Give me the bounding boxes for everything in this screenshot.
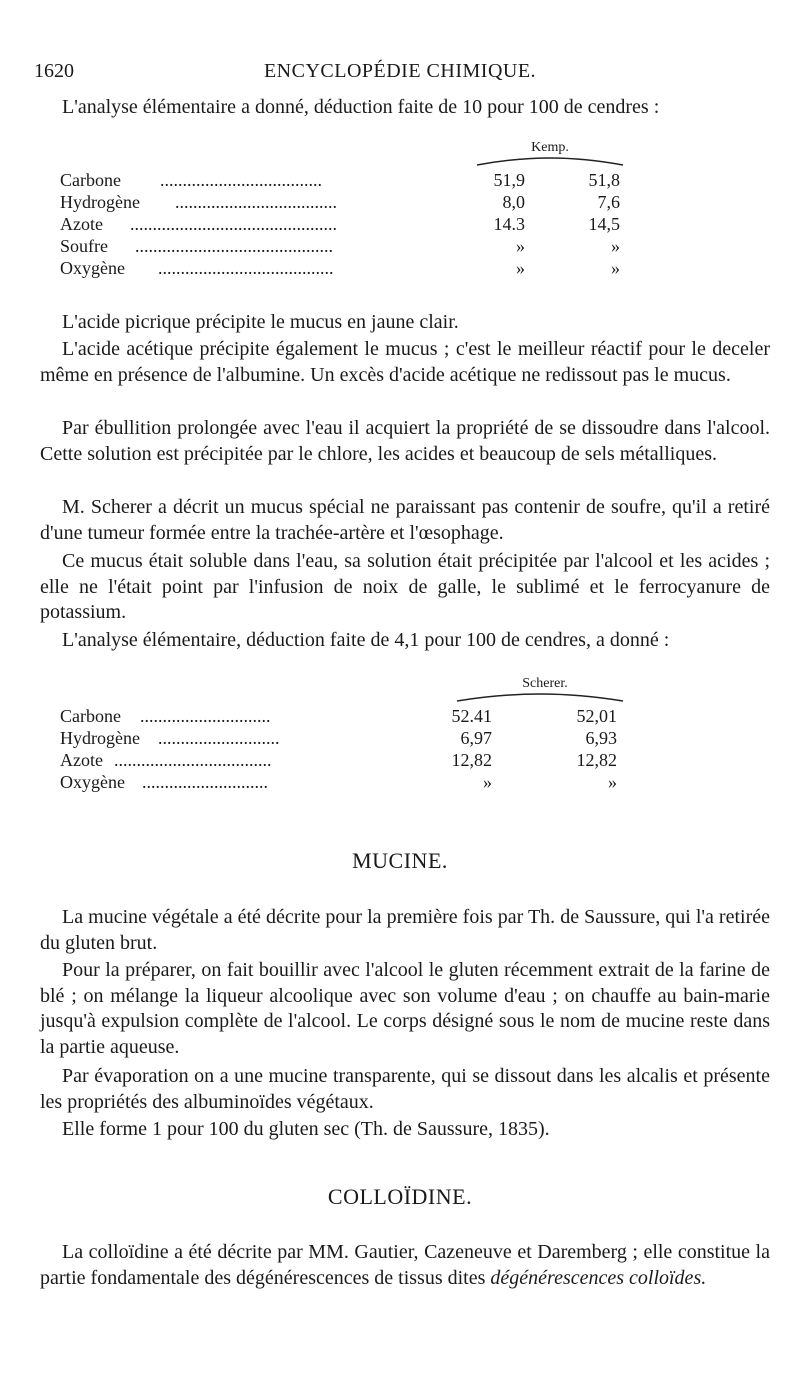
table-column-header: Scherer. (522, 676, 568, 691)
paragraph-italic: dégénérescences colloïdes. (490, 1266, 707, 1289)
value-cell: » (608, 772, 617, 792)
paragraph: L'acide acétique précipite également le mucus ; c'est le meilleur réactif pour le deceler même en présence de l'albumine. Un excès d'acide acétique ne redissout pas le mucus. (40, 338, 770, 386)
element-label: Azote (60, 214, 103, 234)
paragraph: Ce mucus était soluble dans l'eau, sa solution était précipitée par l'alcool et les acides ; elle ne l'était point par l'infusion de noix de galle, le sublimé et le ferrocyanure de potassium. (40, 550, 770, 623)
section-title-mucine: MUCINE. (352, 848, 448, 873)
running-title: ENCYCLOPÉDIE CHIMIQUE. (263, 60, 537, 82)
analysis-table-scherer (60, 676, 640, 796)
intro-line: L'analyse élémentaire a donné, déduction faite de 10 pour 100 de cendres : (62, 96, 660, 118)
value-cell: » (516, 258, 525, 278)
paragraph: La mucine végétale a été décrite pour la première fois par Th. de Saussure, qui l'a retirée du gluten brut. (40, 906, 770, 954)
element-label: Oxygène (60, 772, 125, 792)
analysis-table-kemp (60, 140, 640, 280)
value-cell: 52,01 (576, 706, 617, 726)
table-row: Oxygène ....................................... » » (60, 258, 620, 278)
paragraph: Par évaporation on a une mucine transparente, qui se dissout dans les alcalis et présente les propriétés des albuminoïdes végétaux. (40, 1065, 770, 1113)
element-label: Azote (60, 750, 103, 770)
value-cell: 12,82 (451, 750, 492, 770)
table-row: Azote ................................... 12,82 12,82 (60, 750, 617, 770)
paragraph: Par ébullition prolongée avec l'eau il acquiert la propriété de se dissoudre dans l'alcool. Cette solution est précipitée par le chlore, les acides et beaucoup de sels métalliques. (40, 417, 770, 465)
value-cell: 6,97 (460, 728, 492, 748)
paragraph (40, 1240, 770, 1317)
brace-icon (475, 157, 625, 167)
paragraph: L'analyse élémentaire, déduction faite de 4,1 pour 100 de cendres, a donné : (62, 629, 670, 651)
section-title-colloidine: COLLOÏDINE. (327, 1184, 473, 1209)
paragraph: L'acide picrique précipite le mucus en jaune clair. (62, 311, 459, 333)
element-label: Carbone (60, 706, 121, 726)
paragraph-text: La colloïdine a été décrite par MM. Gautier, Cazeneuve et Daremberg ; elle constitue la partie fondamentale des dégénérescences de tissus dites (40, 1241, 770, 1289)
running-header (0, 60, 800, 86)
paragraph: Elle forme 1 pour 100 du gluten sec (Th. de Saussure, 1835). (62, 1118, 550, 1140)
value-cell: 12,82 (576, 750, 617, 770)
table-row: Carbone .................................... 51,9 51,8 (60, 170, 620, 190)
value-cell: 52.41 (451, 706, 492, 726)
brace-icon (455, 693, 625, 703)
table-row: Oxygène ............................ » » (60, 772, 617, 792)
value-cell: 8,0 (502, 192, 525, 212)
value-cell: 14.3 (493, 214, 525, 234)
element-label: Oxygène (60, 258, 125, 278)
element-label: Carbone (60, 170, 121, 190)
value-cell: 14,5 (588, 214, 620, 234)
paragraph: Pour la préparer, on fait bouillir avec l'alcool le gluten récemment extrait de la farine de blé ; on mélange la liqueur alcoolique avec son volume d'eau ; on chauffe au bain-marie jusqu'à expulsion complète de l'alcool. Le corps désigné sous le nom de mucine reste dans la partie aqueuse. (40, 959, 770, 1058)
table-row: Carbone ............................. 52.41 52,01 (60, 706, 617, 726)
table-column-header: Kemp. (531, 140, 569, 155)
value-cell: 51,9 (493, 170, 525, 190)
value-cell: 6,93 (585, 728, 617, 748)
value-cell: » (611, 236, 620, 256)
table-row: Soufre ............................................ » » (60, 236, 620, 256)
table-row: Hydrogène ........................... 6,97 6,93 (60, 728, 617, 748)
element-label: Hydrogène (60, 728, 140, 748)
table-row: Hydrogène .................................... 8,0 7,6 (60, 192, 620, 212)
value-cell: » (483, 772, 492, 792)
value-cell: 51,8 (588, 170, 620, 190)
value-cell: 7,6 (597, 192, 620, 212)
page-number: 1620 (34, 60, 74, 82)
table-row: Azote .............................................. 14.3 14,5 (60, 214, 620, 234)
element-label: Soufre (60, 236, 108, 256)
element-label: Hydrogène (60, 192, 140, 212)
value-cell: » (516, 236, 525, 256)
paragraph: M. Scherer a décrit un mucus spécial ne paraissant pas contenir de soufre, qu'il a retiré d'une tumeur formée entre la trachée-artère et l'œsophage. (40, 496, 770, 544)
value-cell: » (611, 258, 620, 278)
